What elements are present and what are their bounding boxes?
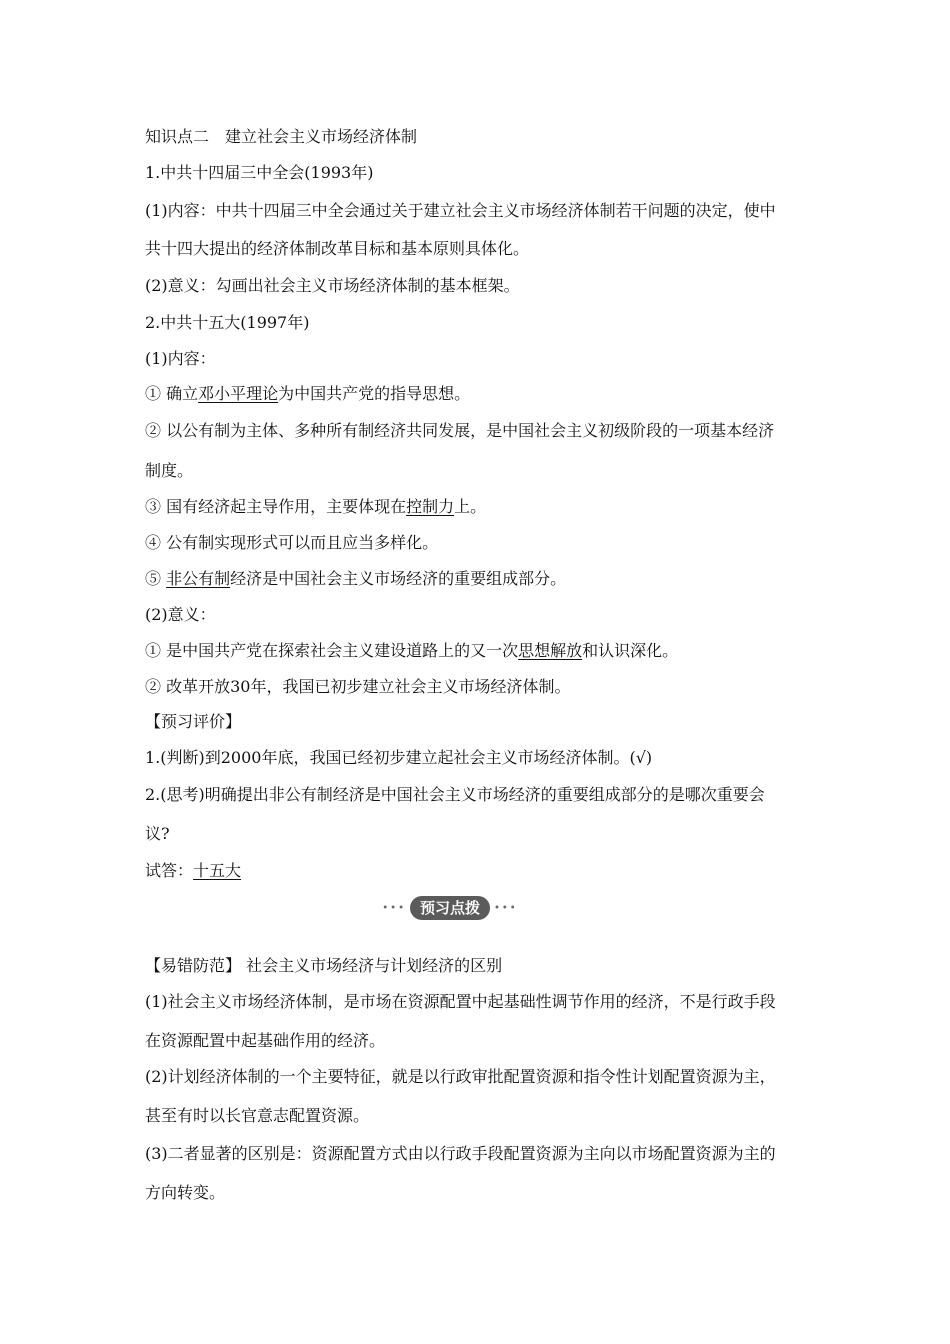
underlined-term: 非公有制 xyxy=(166,569,231,588)
list-item-text: ③ 国有经济起主导作用，主要体现在 xyxy=(145,497,407,516)
label: (2)意义： xyxy=(145,605,216,624)
list-item-text: ① 确立 xyxy=(145,384,199,403)
paragraph: (2)计划经济体制的一个主要特征，就是以行政审批配置资源和指令性计划配置资源为主， xyxy=(145,1067,776,1086)
list-item: 制度。 xyxy=(145,461,194,480)
answer-label: 试答： xyxy=(145,861,194,880)
paragraph: (2)意义：勾画出社会主义市场经济体制的基本框架。 xyxy=(145,276,520,295)
list-item-text: 为中国共产党的指导思想。 xyxy=(278,384,471,403)
list-item: ② 改革开放30年，我国已初步建立社会主义市场经济体制。 xyxy=(145,677,571,696)
question: 2.(思考)明确提出非公有制经济是中国社会主义市场经济的重要组成部分的是哪次重要会 xyxy=(145,785,765,804)
dots-decoration: ••• xyxy=(494,902,518,914)
underlined-term: 邓小平理论 xyxy=(198,384,279,403)
list-item xyxy=(145,384,810,404)
question: 1.(判断)到2000年底，我国已经初步建立起社会主义市场经济体制。(√) xyxy=(145,748,653,767)
paragraph: (3)二者显著的区别是：资源配置方式由以行政手段配置资源为主向以市场配置资源为主的 xyxy=(145,1144,776,1163)
dots-decoration: ••• xyxy=(382,902,406,914)
tip-heading: 【易错防范】 社会主义市场经济与计划经济的区别 xyxy=(145,956,503,975)
heading-1: 1.中共十四届三中全会(1993年) xyxy=(145,163,374,182)
badge-label: 预习点拨 xyxy=(410,896,490,920)
list-item xyxy=(145,497,810,517)
underlined-term: 思想解放 xyxy=(518,641,583,660)
heading-2: 2.中共十五大(1997年) xyxy=(145,313,310,332)
answer-value: 十五大 xyxy=(193,861,242,880)
list-item-text: ⑤ xyxy=(145,569,167,588)
label: (1)内容： xyxy=(145,349,216,368)
paragraph: 方向转变。 xyxy=(145,1183,226,1202)
paragraph: (1)内容：中共十四届三中全会通过关于建立社会主义市场经济体制若干问题的决定，使中 xyxy=(145,201,776,220)
list-item: ② 以公有制为主体、多种所有制经济共同发展，是中国社会主义初级阶段的一项基本经济 xyxy=(145,421,775,440)
paragraph: 甚至有时以长官意志配置资源。 xyxy=(145,1106,370,1125)
list-item: ④ 公有制实现形式可以而且应当多样化。 xyxy=(145,533,439,552)
paragraph: 在资源配置中起基础作用的经济。 xyxy=(145,1031,386,1050)
list-item-text: 上。 xyxy=(454,497,487,516)
list-item-text: 和认识深化。 xyxy=(582,641,679,660)
section-title: 知识点二 建立社会主义市场经济体制 xyxy=(145,127,418,146)
preview-heading: 【预习评价】 xyxy=(145,712,242,731)
paragraph: (1)社会主义市场经济体制，是市场在资源配置中起基础性调节作用的经济，不是行政手段 xyxy=(145,992,776,1011)
question: 议? xyxy=(145,824,170,843)
underlined-term: 控制力 xyxy=(406,497,455,516)
section-badge xyxy=(360,894,540,922)
list-item-text: 经济是中国社会主义市场经济的重要组成部分。 xyxy=(230,569,567,588)
list-item-text: ① 是中国共产党在探索社会主义建设道路上的又一次 xyxy=(145,641,519,660)
paragraph: 共十四大提出的经济体制改革目标和基本原则具体化。 xyxy=(145,239,530,258)
list-item xyxy=(145,641,810,661)
answer xyxy=(145,861,810,881)
list-item xyxy=(145,569,810,589)
